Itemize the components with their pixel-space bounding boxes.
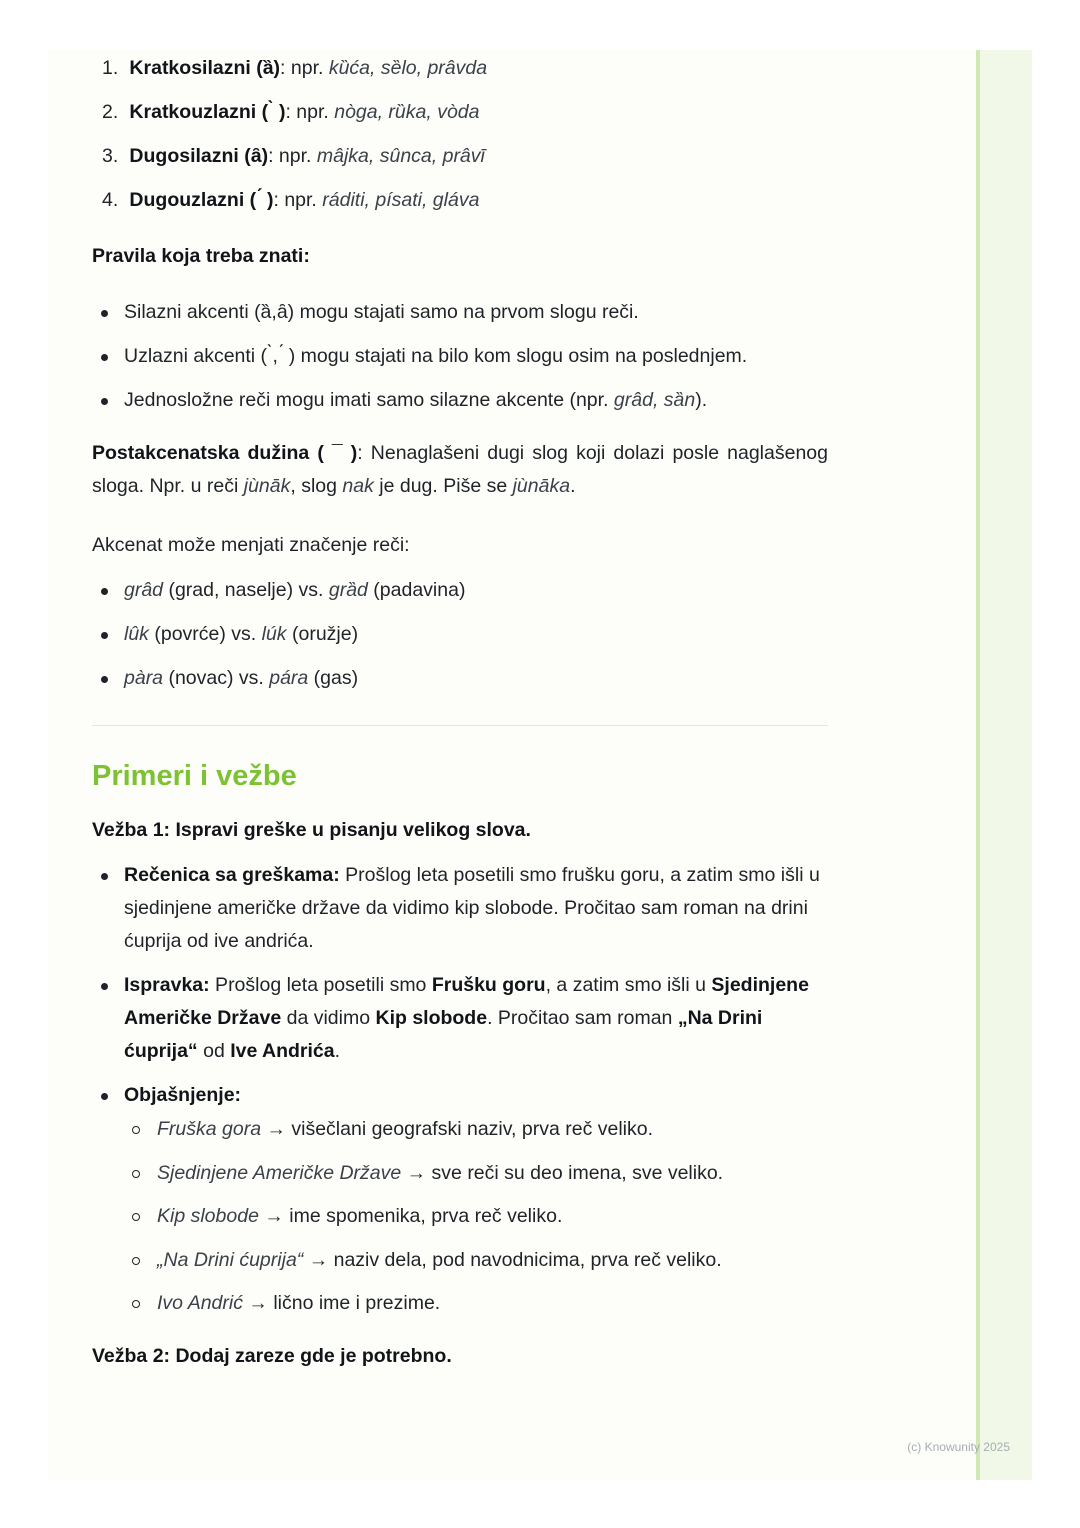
- word: grâd: [124, 579, 164, 601]
- list-item: [92, 184, 828, 228]
- word: pàra: [124, 667, 164, 689]
- text: : npr.: [280, 57, 329, 79]
- list-item: [92, 140, 828, 184]
- side-strip: [976, 50, 1032, 1480]
- text: : Nenaglašeni dugi slog koji dolazi posle naglašenog sloga. Npr. u reči: [92, 442, 828, 497]
- text: (novac) vs.: [163, 667, 270, 689]
- highlight: Ive Andrića: [230, 1040, 335, 1062]
- list-item: [124, 1287, 828, 1320]
- text: → lično ime i prezime.: [242, 1292, 441, 1314]
- exercise-title-text: Vežba 1: Ispravi greške u pisanju velikog slova.: [92, 819, 531, 841]
- postaccent-paragraph: [92, 437, 828, 503]
- text: od: [197, 1040, 231, 1062]
- highlight: Frušku goru: [431, 974, 546, 996]
- text: (gas): [308, 667, 359, 689]
- text: : npr.: [285, 101, 335, 123]
- explanation-list: [124, 1113, 828, 1320]
- text: Prošlog leta posetili smo frušku goru, a zatim smo išli u sjedinjene američke države da vidimo kip slobode. Pročitao sam roman na drini ćuprija od ive andrića.: [124, 864, 820, 952]
- list-item: Uzlazni akcenti ( ̀, ́ ) mogu stajati na bilo kom slogu osim na poslednjem.: [92, 340, 828, 373]
- accent-examples: mâjka, sûnca, prâvī: [316, 145, 485, 167]
- accent-name: Dugouzlazni ( ́ ): [129, 189, 274, 211]
- word: grȁd: [328, 579, 368, 601]
- term: Fruška gora: [157, 1118, 262, 1140]
- label: Objašnjenje:: [124, 1084, 242, 1106]
- label: Rečenica sa greškama:: [124, 864, 340, 886]
- text: → naziv dela, pod navodnicima, prva reč veliko.: [303, 1248, 722, 1271]
- list-item: [92, 859, 828, 958]
- list-number: 2.: [102, 101, 119, 123]
- word: lûk: [124, 623, 149, 645]
- list-item: [92, 1079, 828, 1320]
- accent-examples: ráditi, písati, gláva: [322, 189, 480, 211]
- list-number: 4.: [102, 189, 119, 211]
- exercise-2-title: [92, 1340, 828, 1373]
- text: (padavina): [367, 579, 466, 601]
- word: lúk: [261, 623, 287, 645]
- example: jùnāk: [243, 475, 291, 497]
- term: „Na Drini ćuprija“: [157, 1248, 304, 1271]
- example: nak: [342, 475, 374, 497]
- text: Jednosložne reči mogu imati samo silazne akcente (npr.: [124, 389, 614, 411]
- section-title: Primeri i vežbe: [92, 760, 297, 792]
- list-item: [92, 52, 828, 96]
- exercise-1-list: [92, 859, 828, 1320]
- text: Prošlog leta posetili smo: [209, 974, 432, 996]
- list-item: [124, 1157, 828, 1190]
- text: , a zatim smo išli u: [545, 974, 712, 996]
- list-item: [92, 96, 828, 140]
- text: : npr.: [273, 189, 323, 211]
- list-item: [92, 969, 828, 1068]
- text: .: [334, 1040, 341, 1062]
- highlight: „Na Drini ćuprija“: [124, 1007, 763, 1062]
- exercise-title-text: Vežba 2: Dodaj zareze gde je potrebno.: [92, 1345, 452, 1367]
- text: → ime spomenika, prva reč veliko.: [258, 1205, 563, 1227]
- accent-examples: nòga, rȕka, vòda: [334, 101, 480, 123]
- term: Sjedinjene Američke Države: [157, 1161, 402, 1184]
- text: (povrće) vs.: [148, 623, 262, 645]
- accent-types-list: [92, 52, 828, 228]
- rules-list: [92, 296, 828, 417]
- text: → višečlani geografski naziv, prva reč veliko.: [261, 1118, 654, 1140]
- list-item: [124, 1113, 828, 1146]
- term: Kip slobode: [157, 1205, 259, 1227]
- meaning-intro: Akcenat može menjati značenje reči:: [92, 534, 410, 556]
- text: (oružje): [286, 623, 359, 645]
- text: . Pročitao sam roman: [487, 1007, 678, 1029]
- example: grâd, sȁn: [613, 389, 696, 411]
- text: : npr.: [268, 145, 317, 167]
- list-number: 3.: [102, 145, 119, 167]
- footer-copyright: (c) Knowunity 2025: [907, 1440, 1010, 1454]
- word: pára: [269, 667, 309, 689]
- accent-examples: kȕća, sȅlo, prâvda: [328, 57, 488, 79]
- text: → sve reči su deo imena, sve veliko.: [401, 1161, 724, 1184]
- text: , slog: [290, 475, 343, 497]
- term: Ivo Andrić: [157, 1292, 243, 1314]
- rules-title-text: Pravila koja treba znati:: [92, 245, 310, 267]
- text: da vidimo: [281, 1007, 376, 1029]
- accent-name: Kratkosilazni (ȁ): [129, 57, 281, 79]
- accent-name: Dugosilazni (ȃ): [129, 145, 269, 167]
- text: (grad, naselje) vs.: [163, 579, 329, 601]
- list-item: [92, 574, 828, 607]
- list-item: [92, 662, 828, 695]
- text: ).: [695, 389, 708, 411]
- text: .: [570, 475, 576, 497]
- text: je dug. Piše se: [373, 475, 513, 497]
- meaning-pairs-list: [92, 574, 828, 695]
- list-item: [124, 1244, 828, 1277]
- example: jùnāka: [512, 475, 571, 497]
- highlight: Sjedinjene Američke Države: [124, 974, 809, 1029]
- document-content: [92, 50, 828, 1373]
- list-item: Silazni akcenti (ȁ,ȃ) mogu stajati samo na prvom slogu reči.: [92, 296, 828, 329]
- label: Ispravka:: [124, 974, 210, 996]
- list-item: [92, 384, 828, 417]
- list-item: [92, 618, 828, 651]
- list-item: [124, 1200, 828, 1233]
- term: Postakcenatska dužina ( ¯ ): [92, 442, 358, 464]
- exercise-1-title: [92, 814, 828, 847]
- rules-title: [92, 240, 828, 284]
- list-number: 1.: [102, 57, 119, 79]
- highlight: Kip slobode: [375, 1007, 488, 1029]
- section-divider: [92, 725, 828, 726]
- accent-name: Kratkouzlazni ( ̀ ): [129, 101, 286, 123]
